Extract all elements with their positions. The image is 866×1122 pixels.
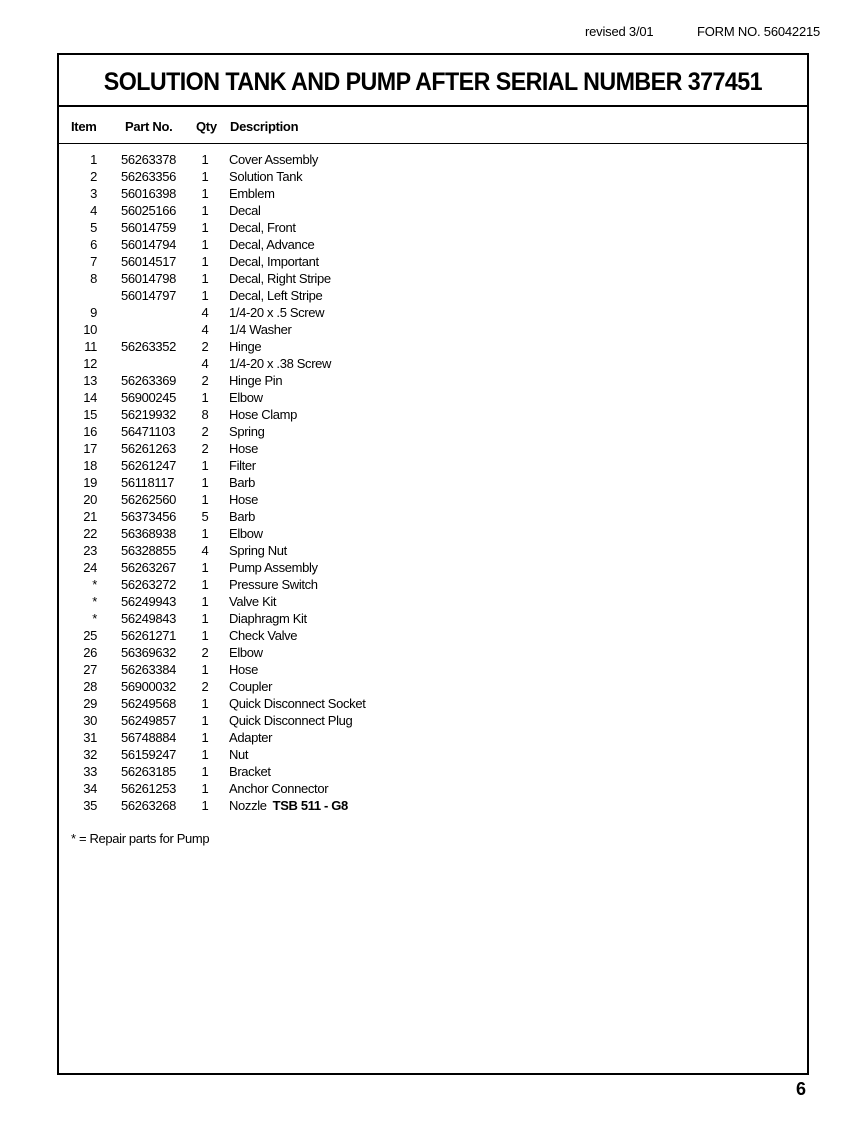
description-cell: Anchor Connector (229, 781, 329, 796)
quantity-cell: 1 (201, 458, 209, 473)
item-cell: 26 (83, 645, 97, 660)
quantity-cell: 1 (201, 764, 209, 779)
description-cell: Nut (229, 747, 249, 762)
quantity-cell: 1 (201, 798, 209, 813)
table-row (59, 661, 807, 678)
part-number-cell: 56219932 (121, 407, 177, 422)
part-number-cell: 56249843 (121, 611, 177, 626)
parts-table-body (59, 151, 807, 814)
quantity-cell: 1 (201, 526, 209, 541)
table-row (59, 168, 807, 185)
description-cell: Adapter (229, 730, 273, 745)
table-row (59, 695, 807, 712)
part-number-cell: 56328855 (121, 543, 177, 558)
item-cell: 21 (83, 509, 97, 524)
table-row (59, 151, 807, 168)
table-row (59, 780, 807, 797)
table-row (59, 185, 807, 202)
part-number-cell: 56014759 (121, 220, 177, 235)
part-number-cell: 56900032 (121, 679, 177, 694)
description-cell: Bracket (229, 764, 271, 779)
description-cell: Diaphragm Kit (229, 611, 307, 626)
column-header-item: Item (71, 119, 97, 134)
quantity-cell: 1 (201, 747, 209, 762)
item-cell: 22 (83, 526, 97, 541)
part-number-cell: 56263352 (121, 339, 177, 354)
form-number: FORM NO. 56042215 (697, 24, 821, 39)
item-cell: 23 (83, 543, 97, 558)
table-row (59, 559, 807, 576)
quantity-cell: 4 (201, 356, 209, 371)
part-number-cell: 56263268 (121, 798, 177, 813)
quantity-cell: 1 (201, 696, 209, 711)
quantity-cell: 1 (201, 560, 209, 575)
table-row (59, 389, 807, 406)
quantity-cell: 1 (201, 237, 209, 252)
description-cell: Pressure Switch (229, 577, 318, 592)
part-number-cell: 56263378 (121, 152, 177, 167)
page-title: SOLUTION TANK AND PUMP AFTER SERIAL NUMBER 377451 (103, 67, 763, 96)
table-row (59, 287, 807, 304)
part-number-cell: 56373456 (121, 509, 177, 524)
item-cell: 1 (90, 152, 97, 167)
column-header-part-no: Part No. (125, 119, 173, 134)
quantity-cell: 1 (201, 492, 209, 507)
quantity-cell: 1 (201, 628, 209, 643)
description-cell: 1/4 Washer (229, 322, 292, 337)
table-row (59, 355, 807, 372)
part-number-cell: 56262560 (121, 492, 177, 507)
table-row (59, 202, 807, 219)
description-cell: Pump Assembly (229, 560, 318, 575)
quantity-cell: 1 (201, 152, 209, 167)
table-row (59, 712, 807, 729)
quantity-cell: 2 (201, 441, 209, 456)
table-row (59, 491, 807, 508)
part-number-cell: 56263356 (121, 169, 177, 184)
page-number: 6 (796, 1079, 807, 1099)
item-cell: 5 (90, 220, 97, 235)
item-cell: 12 (83, 356, 97, 371)
table-row (59, 797, 807, 814)
part-number-cell: 56249857 (121, 713, 177, 728)
quantity-cell: 1 (201, 730, 209, 745)
description-cell-wrap (229, 798, 348, 813)
description-cell: Decal, Right Stripe (229, 271, 331, 286)
item-cell: 34 (83, 781, 97, 796)
description-cell: Coupler (229, 679, 273, 694)
table-row (59, 304, 807, 321)
description-cell: Hose (229, 441, 258, 456)
table-row (59, 610, 807, 627)
quantity-cell: 2 (201, 645, 209, 660)
revision-date: revised 3/01 (585, 24, 654, 39)
item-cell: 35 (83, 798, 97, 813)
part-number-cell: 56263267 (121, 560, 177, 575)
description-cell: Emblem (229, 186, 275, 201)
part-number-cell: 56369632 (121, 645, 177, 660)
part-number-cell: 56025166 (121, 203, 177, 218)
table-row (59, 406, 807, 423)
item-cell: * (92, 577, 97, 592)
part-number-cell: 56263272 (121, 577, 177, 592)
item-cell: 4 (90, 203, 97, 218)
item-cell: 9 (90, 305, 97, 320)
part-number-cell: 56159247 (121, 747, 177, 762)
quantity-cell: 1 (201, 288, 209, 303)
description-cell: Decal, Left Stripe (229, 288, 323, 303)
quantity-cell: 2 (201, 339, 209, 354)
column-header-description: Description (230, 119, 299, 134)
quantity-cell: 1 (201, 662, 209, 677)
description-cell: 1/4-20 x .38 Screw (229, 356, 332, 371)
quantity-cell: 2 (201, 424, 209, 439)
part-number-cell: 56014517 (121, 254, 177, 269)
part-number-cell: 56249568 (121, 696, 177, 711)
item-cell: * (92, 611, 97, 626)
description-cell: Hose (229, 662, 258, 677)
item-cell: 30 (83, 713, 97, 728)
description-cell: Check Valve (229, 628, 298, 643)
part-number-cell: 56016398 (121, 186, 177, 201)
item-cell: 32 (83, 747, 97, 762)
part-number-cell: 56261253 (121, 781, 177, 796)
description-cell: Barb (229, 475, 256, 490)
table-row (59, 508, 807, 525)
quantity-cell: 1 (201, 220, 209, 235)
item-cell: 16 (83, 424, 97, 439)
table-row (59, 236, 807, 253)
description-cell: Solution Tank (229, 169, 303, 184)
item-cell: 29 (83, 696, 97, 711)
table-row (59, 525, 807, 542)
description-cell: Elbow (229, 645, 263, 660)
part-number-cell: 56261271 (121, 628, 177, 643)
table-row (59, 219, 807, 236)
quantity-cell: 2 (201, 373, 209, 388)
quantity-cell: 1 (201, 594, 209, 609)
quantity-cell: 1 (201, 713, 209, 728)
description-cell: 1/4-20 x .5 Screw (229, 305, 325, 320)
description-cell: Hinge Pin (229, 373, 283, 388)
table-row (59, 729, 807, 746)
description-cell: Cover Assembly (229, 152, 319, 167)
table-row (59, 474, 807, 491)
item-cell: 2 (90, 169, 97, 184)
item-cell: 10 (83, 322, 97, 337)
table-row (59, 338, 807, 355)
item-cell: 11 (84, 339, 97, 354)
item-cell: 33 (83, 764, 97, 779)
description-cell: Decal (229, 203, 261, 218)
footnote: * = Repair parts for Pump (71, 831, 210, 846)
description-cell: Decal, Advance (229, 237, 315, 252)
quantity-cell: 4 (201, 305, 209, 320)
part-number-cell: 56261247 (121, 458, 177, 473)
item-cell: 19 (83, 475, 97, 490)
description-cell: Elbow (229, 390, 263, 405)
item-cell: 13 (83, 373, 97, 388)
part-number-cell: 56471103 (121, 424, 176, 439)
item-cell: * (92, 594, 97, 609)
quantity-cell: 1 (201, 611, 209, 626)
table-row (59, 542, 807, 559)
quantity-cell: 1 (201, 781, 209, 796)
description-cell: Hinge (229, 339, 262, 354)
nozzle-model-code: TSB 511 - G8 (272, 798, 348, 813)
quantity-cell: 1 (201, 271, 209, 286)
table-row (59, 763, 807, 780)
parts-list-frame (57, 53, 809, 1075)
description-cell: Quick Disconnect Plug (229, 713, 353, 728)
quantity-cell: 4 (201, 543, 209, 558)
part-number-cell: 56014798 (121, 271, 177, 286)
part-number-cell: 56263384 (121, 662, 177, 677)
description-cell: Valve Kit (229, 594, 277, 609)
quantity-cell: 1 (201, 169, 209, 184)
quantity-cell: 1 (201, 475, 209, 490)
item-cell: 24 (83, 560, 97, 575)
table-row (59, 576, 807, 593)
table-row (59, 321, 807, 338)
item-cell: 20 (83, 492, 97, 507)
quantity-cell: 1 (201, 577, 209, 592)
quantity-cell: 5 (201, 509, 209, 524)
part-number-cell: 56263369 (121, 373, 177, 388)
part-number-cell: 56261263 (121, 441, 177, 456)
part-number-cell: 56249943 (121, 594, 177, 609)
part-number-cell: 56263185 (121, 764, 177, 779)
quantity-cell: 8 (201, 407, 209, 422)
quantity-cell: 4 (201, 322, 209, 337)
description-cell: Quick Disconnect Socket (229, 696, 366, 711)
item-cell: 3 (90, 186, 97, 201)
table-row (59, 746, 807, 763)
part-number-cell: 56748884 (121, 730, 177, 745)
quantity-cell: 1 (201, 203, 209, 218)
table-row (59, 372, 807, 389)
item-cell: 15 (83, 407, 97, 422)
part-number-cell: 56014794 (121, 237, 177, 252)
quantity-cell: 1 (201, 390, 209, 405)
item-cell: 27 (83, 662, 97, 677)
table-row (59, 627, 807, 644)
table-row (59, 253, 807, 270)
description-cell: Nozzle (229, 798, 267, 813)
table-row (59, 440, 807, 457)
table-row (59, 644, 807, 661)
part-number-cell: 56900245 (121, 390, 177, 405)
part-number-cell: 56014797 (121, 288, 177, 303)
item-cell: 18 (83, 458, 97, 473)
quantity-cell: 2 (201, 679, 209, 694)
column-header-qty: Qty (196, 119, 217, 134)
table-row (59, 457, 807, 474)
table-row (59, 678, 807, 695)
part-number-cell: 56118117 (121, 475, 175, 490)
description-cell: Spring Nut (229, 543, 287, 558)
description-cell: Spring (229, 424, 265, 439)
description-cell: Elbow (229, 526, 263, 541)
description-cell: Hose Clamp (229, 407, 298, 422)
description-cell: Barb (229, 509, 256, 524)
part-number-cell: 56368938 (121, 526, 177, 541)
description-cell: Hose (229, 492, 258, 507)
quantity-cell: 1 (201, 186, 209, 201)
item-cell: 25 (83, 628, 97, 643)
column-header-row (59, 107, 807, 144)
quantity-cell: 1 (201, 254, 209, 269)
item-cell: 14 (83, 390, 97, 405)
item-cell: 31 (83, 730, 97, 745)
item-cell: 28 (83, 679, 97, 694)
item-cell: 6 (90, 237, 97, 252)
description-cell: Decal, Front (229, 220, 296, 235)
description-cell: Filter (229, 458, 256, 473)
table-row (59, 593, 807, 610)
description-cell: Decal, Important (229, 254, 319, 269)
table-row (59, 270, 807, 287)
item-cell: 7 (90, 254, 97, 269)
item-cell: 8 (90, 271, 97, 286)
title-bar (59, 55, 807, 107)
item-cell: 17 (83, 441, 97, 456)
table-row (59, 423, 807, 440)
